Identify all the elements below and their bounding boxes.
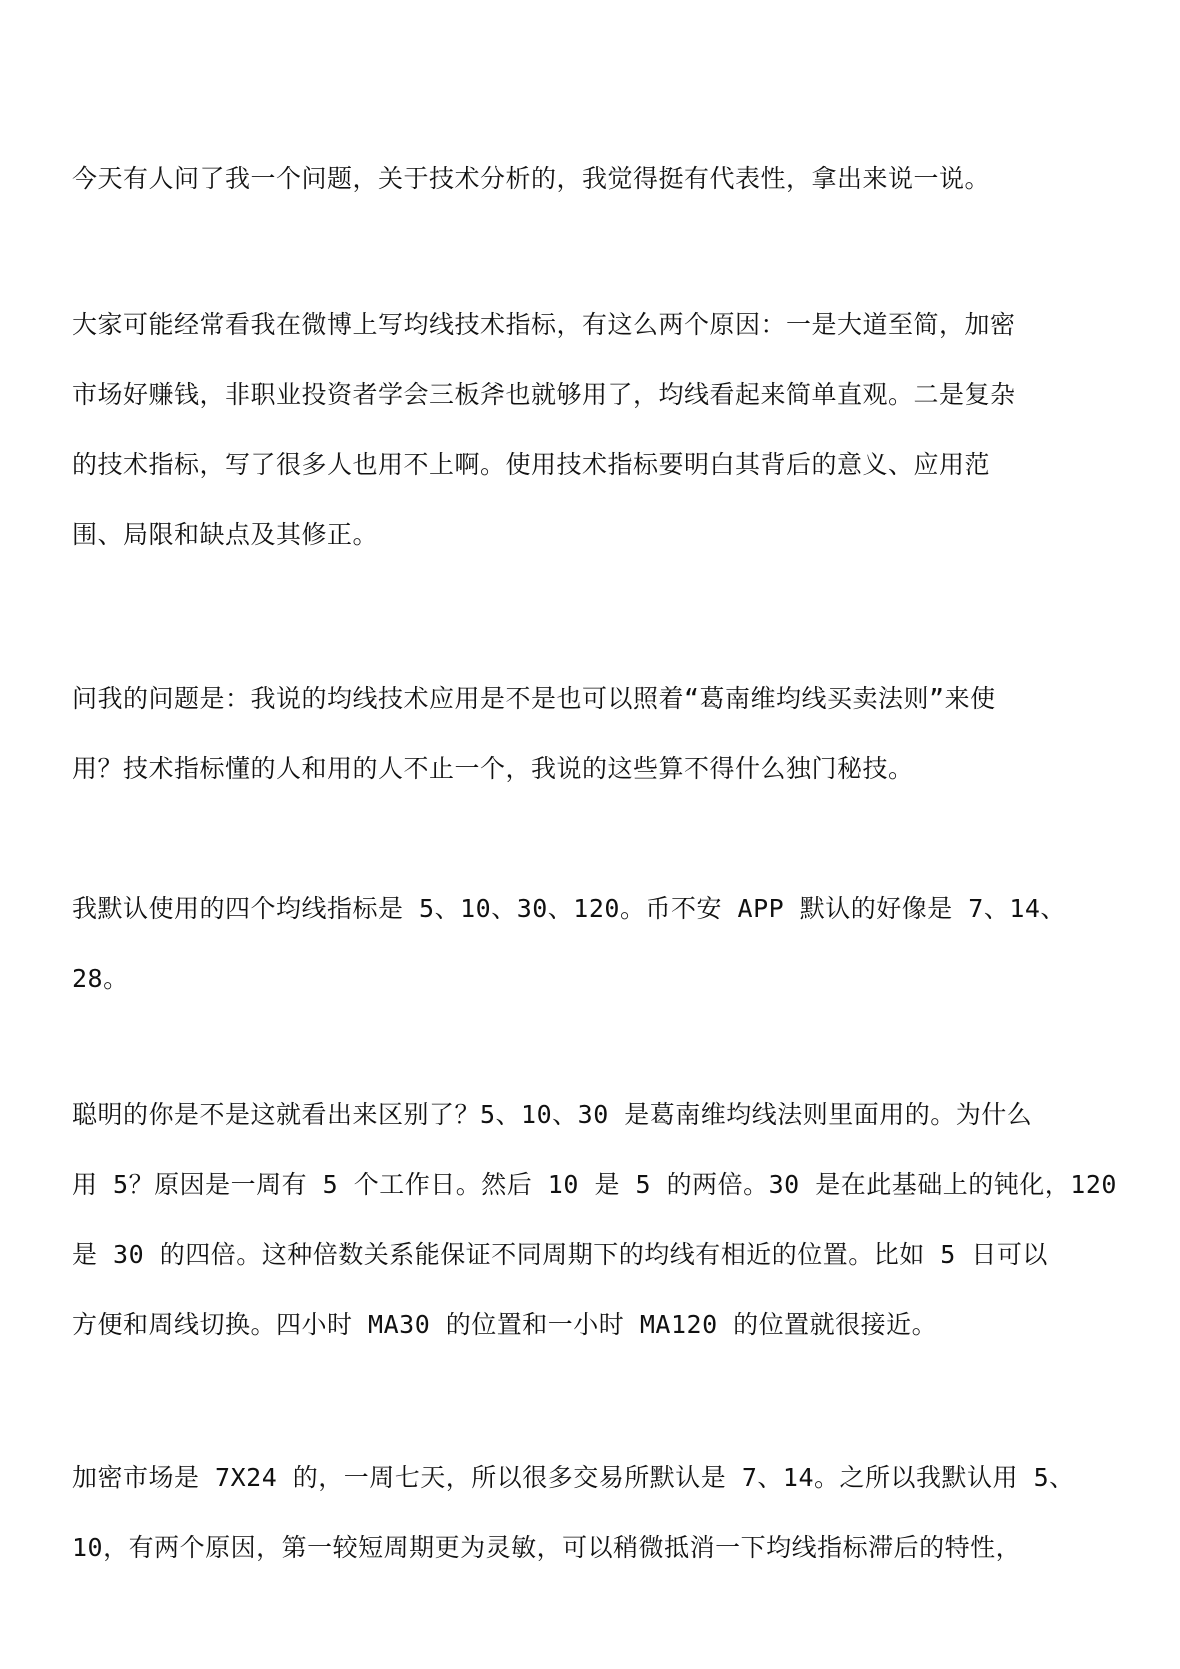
text-line: 方便和周线切换。四小时 MA30 的位置和一小时 MA120 的位置就很接近。 bbox=[72, 1310, 938, 1339]
text-line: 聪明的你是不是这就看出来区别了？5、10、30 是葛南维均线法则里面用的。为什么 bbox=[72, 1100, 1033, 1129]
text-line: 用？技术指标懂的人和用的人不止一个，我说的这些算不得什么独门秘技。 bbox=[72, 754, 914, 783]
text-line: 围、局限和缺点及其修正。 bbox=[72, 520, 379, 549]
text-line: 的技术指标，写了很多人也用不上啊。使用技术指标要明白其背后的意义、应用范 bbox=[72, 450, 991, 479]
text-line: 今天有人问了我一个问题，关于技术分析的，我觉得挺有代表性，拿出来说一说。 bbox=[72, 164, 991, 193]
paragraph-intro bbox=[72, 144, 1112, 214]
text-line: 我默认使用的四个均线指标是 5、10、30、120。币不安 APP 默认的好像是 7、14、 bbox=[72, 894, 1066, 923]
paragraph-reasons bbox=[72, 290, 1112, 570]
paragraph-question bbox=[72, 664, 1112, 804]
text-line: 加密市场是 7X24 的，一周七天，所以很多交易所默认是 7、14。之所以我默认用 5、 bbox=[72, 1463, 1075, 1492]
text-line: 10，有两个原因，第一较短周期更为灵敏，可以稍微抵消一下均线指标滞后的特性， bbox=[72, 1533, 1022, 1562]
text-line: 市场好赚钱，非职业投资者学会三板斧也就够用了，均线看起来简单直观。二是复杂 bbox=[72, 380, 1016, 409]
paragraph-default-ma bbox=[72, 874, 1112, 1014]
paragraph-ma-explanation bbox=[72, 1080, 1117, 1360]
text-line: 用 5？原因是一周有 5 个工作日。然后 10 是 5 的两倍。30 是在此基础上的钝化，120 bbox=[72, 1170, 1117, 1199]
text-line: 28。 bbox=[72, 964, 129, 993]
text-line: 大家可能经常看我在微博上写均线技术指标，有这么两个原因：一是大道至简，加密 bbox=[72, 310, 1016, 339]
text-line: 是 30 的四倍。这种倍数关系能保证不同周期下的均线有相近的位置。比如 5 日可以 bbox=[72, 1240, 1048, 1269]
paragraph-crypto-market bbox=[72, 1443, 1112, 1583]
text-line: 问我的问题是：我说的均线技术应用是不是也可以照着“葛南维均线买卖法则”来使 bbox=[72, 684, 996, 713]
